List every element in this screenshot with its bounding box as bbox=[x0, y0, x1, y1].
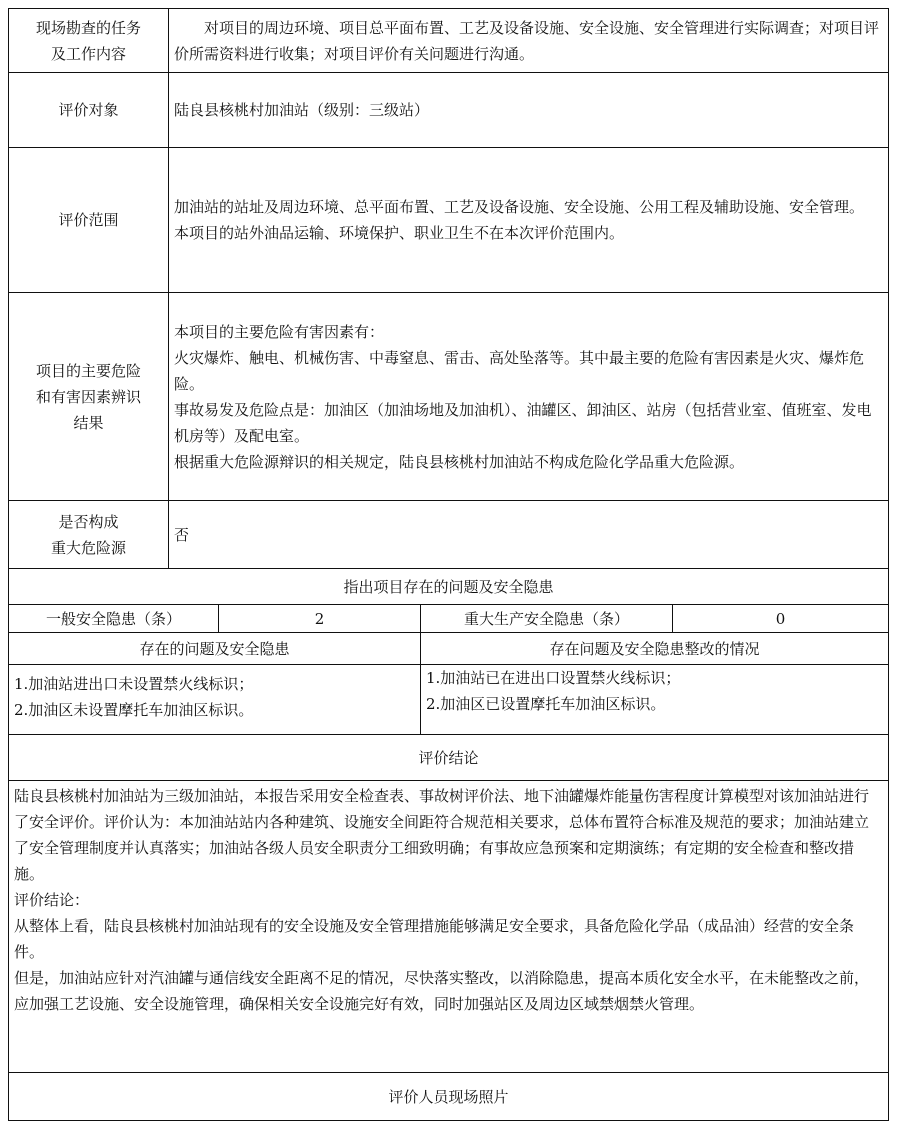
evaluation-table bbox=[8, 8, 889, 1121]
row-hazards bbox=[9, 293, 889, 501]
major-hazard-count: 0 bbox=[673, 605, 889, 633]
rectification-item: 2.加油区已设置摩托车加油区标识。 bbox=[426, 695, 666, 713]
scope-paragraph: 本项目的站外油品运输、环境保护、职业卫生不在本次评价范围内。 bbox=[174, 224, 625, 242]
hazards-label-line1: 项目的主要危险 bbox=[35, 361, 141, 380]
row-issues-header bbox=[9, 569, 889, 605]
conclusion-paragraph: 从整体上看，陆良县核桃村加油站现有的安全设施及安全管理措施能够满足安全要求，具备危险化学品（成品油）经营的安全条件。 bbox=[14, 917, 855, 961]
row-object bbox=[9, 73, 889, 148]
row-issue-counts bbox=[9, 605, 889, 633]
conclusion-paragraph: 评价结论： bbox=[14, 891, 90, 909]
problems-column-header: 存在的问题及安全隐患 bbox=[9, 633, 421, 665]
major-hazard-answer: 否 bbox=[169, 501, 889, 569]
row-photos-header bbox=[9, 1073, 889, 1121]
hazards-content-cell bbox=[169, 293, 889, 501]
rectification-column-header: 存在问题及安全隐患整改的情况 bbox=[421, 633, 889, 665]
object-content: 陆良县核桃村加油站（级别：三级站） bbox=[169, 73, 889, 148]
problem-item: 1.加油站进出口未设置禁火线标识； bbox=[14, 675, 254, 693]
conclusion-paragraph: 但是，加油站应针对汽油罐与通信线安全距离不足的情况，尽快落实整改，以消除隐患，提高本质化安全水平，在未能整改之前，应加强工艺设施、安全设施管理，确保相关安全设施完好有效，同时加强站区及周边区域禁烟禁火管理。 bbox=[14, 969, 870, 1013]
major-hazard-label-line2: 重大危险源 bbox=[50, 538, 126, 557]
row-scope bbox=[9, 148, 889, 293]
hazards-label-line3: 结果 bbox=[73, 413, 104, 432]
report-container bbox=[8, 8, 888, 1136]
tasks-label-line1: 现场勘查的任务 bbox=[35, 18, 141, 37]
conclusion-paragraph: 陆良县核桃村加油站为三级加油站，本报告采用安全检查表、事故树评价法、地下油罐爆炸能量伤害程度计算模型对该加油站进行了安全评价。评价认为：本加油站站内各种建筑、设施安全间距符合规范相关要求，总体布置符合标准及规范的要求；加油站建立了安全管理制度并认真落实；加油站各级人员安全职责分工细致明确；有事故应急预案和定期演练；有定期的安全检查和整改措施。 bbox=[14, 787, 870, 883]
rectification-item: 1.加油站已在进出口设置禁火线标识； bbox=[426, 669, 681, 687]
scope-label: 评价范围 bbox=[9, 148, 169, 293]
general-hazard-count: 2 bbox=[219, 605, 421, 633]
row-major-hazard bbox=[9, 501, 889, 569]
conclusion-header: 评价结论 bbox=[9, 735, 889, 781]
tasks-label-line2: 及工作内容 bbox=[50, 44, 126, 63]
hazards-paragraph: 根据重大危险源辩识的相关规定，陆良县核桃村加油站不构成危险化学品重大危险源。 bbox=[174, 452, 745, 471]
hazards-label bbox=[9, 293, 169, 501]
major-hazard-count-label: 重大生产安全隐患（条） bbox=[421, 605, 673, 633]
photos-header: 评价人员现场照片 bbox=[9, 1073, 889, 1121]
hazards-paragraph: 火灾爆炸、触电、机械伤害、中毒窒息、雷击、高处坠落等。其中最主要的危险有害因素是火灾、爆炸危险。 bbox=[174, 348, 865, 393]
tasks-content-cell bbox=[169, 9, 889, 73]
issues-header: 指出项目存在的问题及安全隐患 bbox=[9, 569, 889, 605]
hazards-label-line2: 和有害因素辨识 bbox=[35, 387, 141, 406]
row-tasks bbox=[9, 9, 889, 73]
row-conclusion-header bbox=[9, 735, 889, 781]
row-conclusion-body bbox=[9, 781, 889, 1073]
tasks-content: 对项目的周边环境、项目总平面布置、工艺及设备设施、安全设施、安全管理进行实际调查；对项目评价所需资料进行收集；对项目评价有关问题进行沟通。 bbox=[174, 18, 880, 63]
scope-paragraph: 加油站的站址及周边环境、总平面布置、工艺及设备设施、安全设施、公用工程及辅助设施、安全管理。 bbox=[174, 198, 865, 216]
problem-item: 2.加油区未设置摩托车加油区标识。 bbox=[14, 701, 254, 719]
object-label: 评价对象 bbox=[9, 73, 169, 148]
scope-content-cell bbox=[169, 148, 889, 293]
hazards-paragraph: 事故易发及危险点是：加油区（加油场地及加油机）、油罐区、卸油区、站房（包括营业室、值班室、发电机房等）及配电室。 bbox=[174, 400, 872, 445]
major-hazard-label-line1: 是否构成 bbox=[58, 512, 119, 531]
tasks-label bbox=[9, 9, 169, 73]
major-hazard-label bbox=[9, 501, 169, 569]
hazards-paragraph: 本项目的主要危险有害因素有： bbox=[174, 322, 385, 341]
conclusion-body bbox=[9, 781, 889, 1073]
general-hazard-label: 一般安全隐患（条） bbox=[9, 605, 219, 633]
row-issue-columns bbox=[9, 633, 889, 665]
row-issue-details bbox=[9, 665, 889, 735]
rectification-list bbox=[421, 665, 889, 735]
problems-list bbox=[9, 665, 421, 735]
